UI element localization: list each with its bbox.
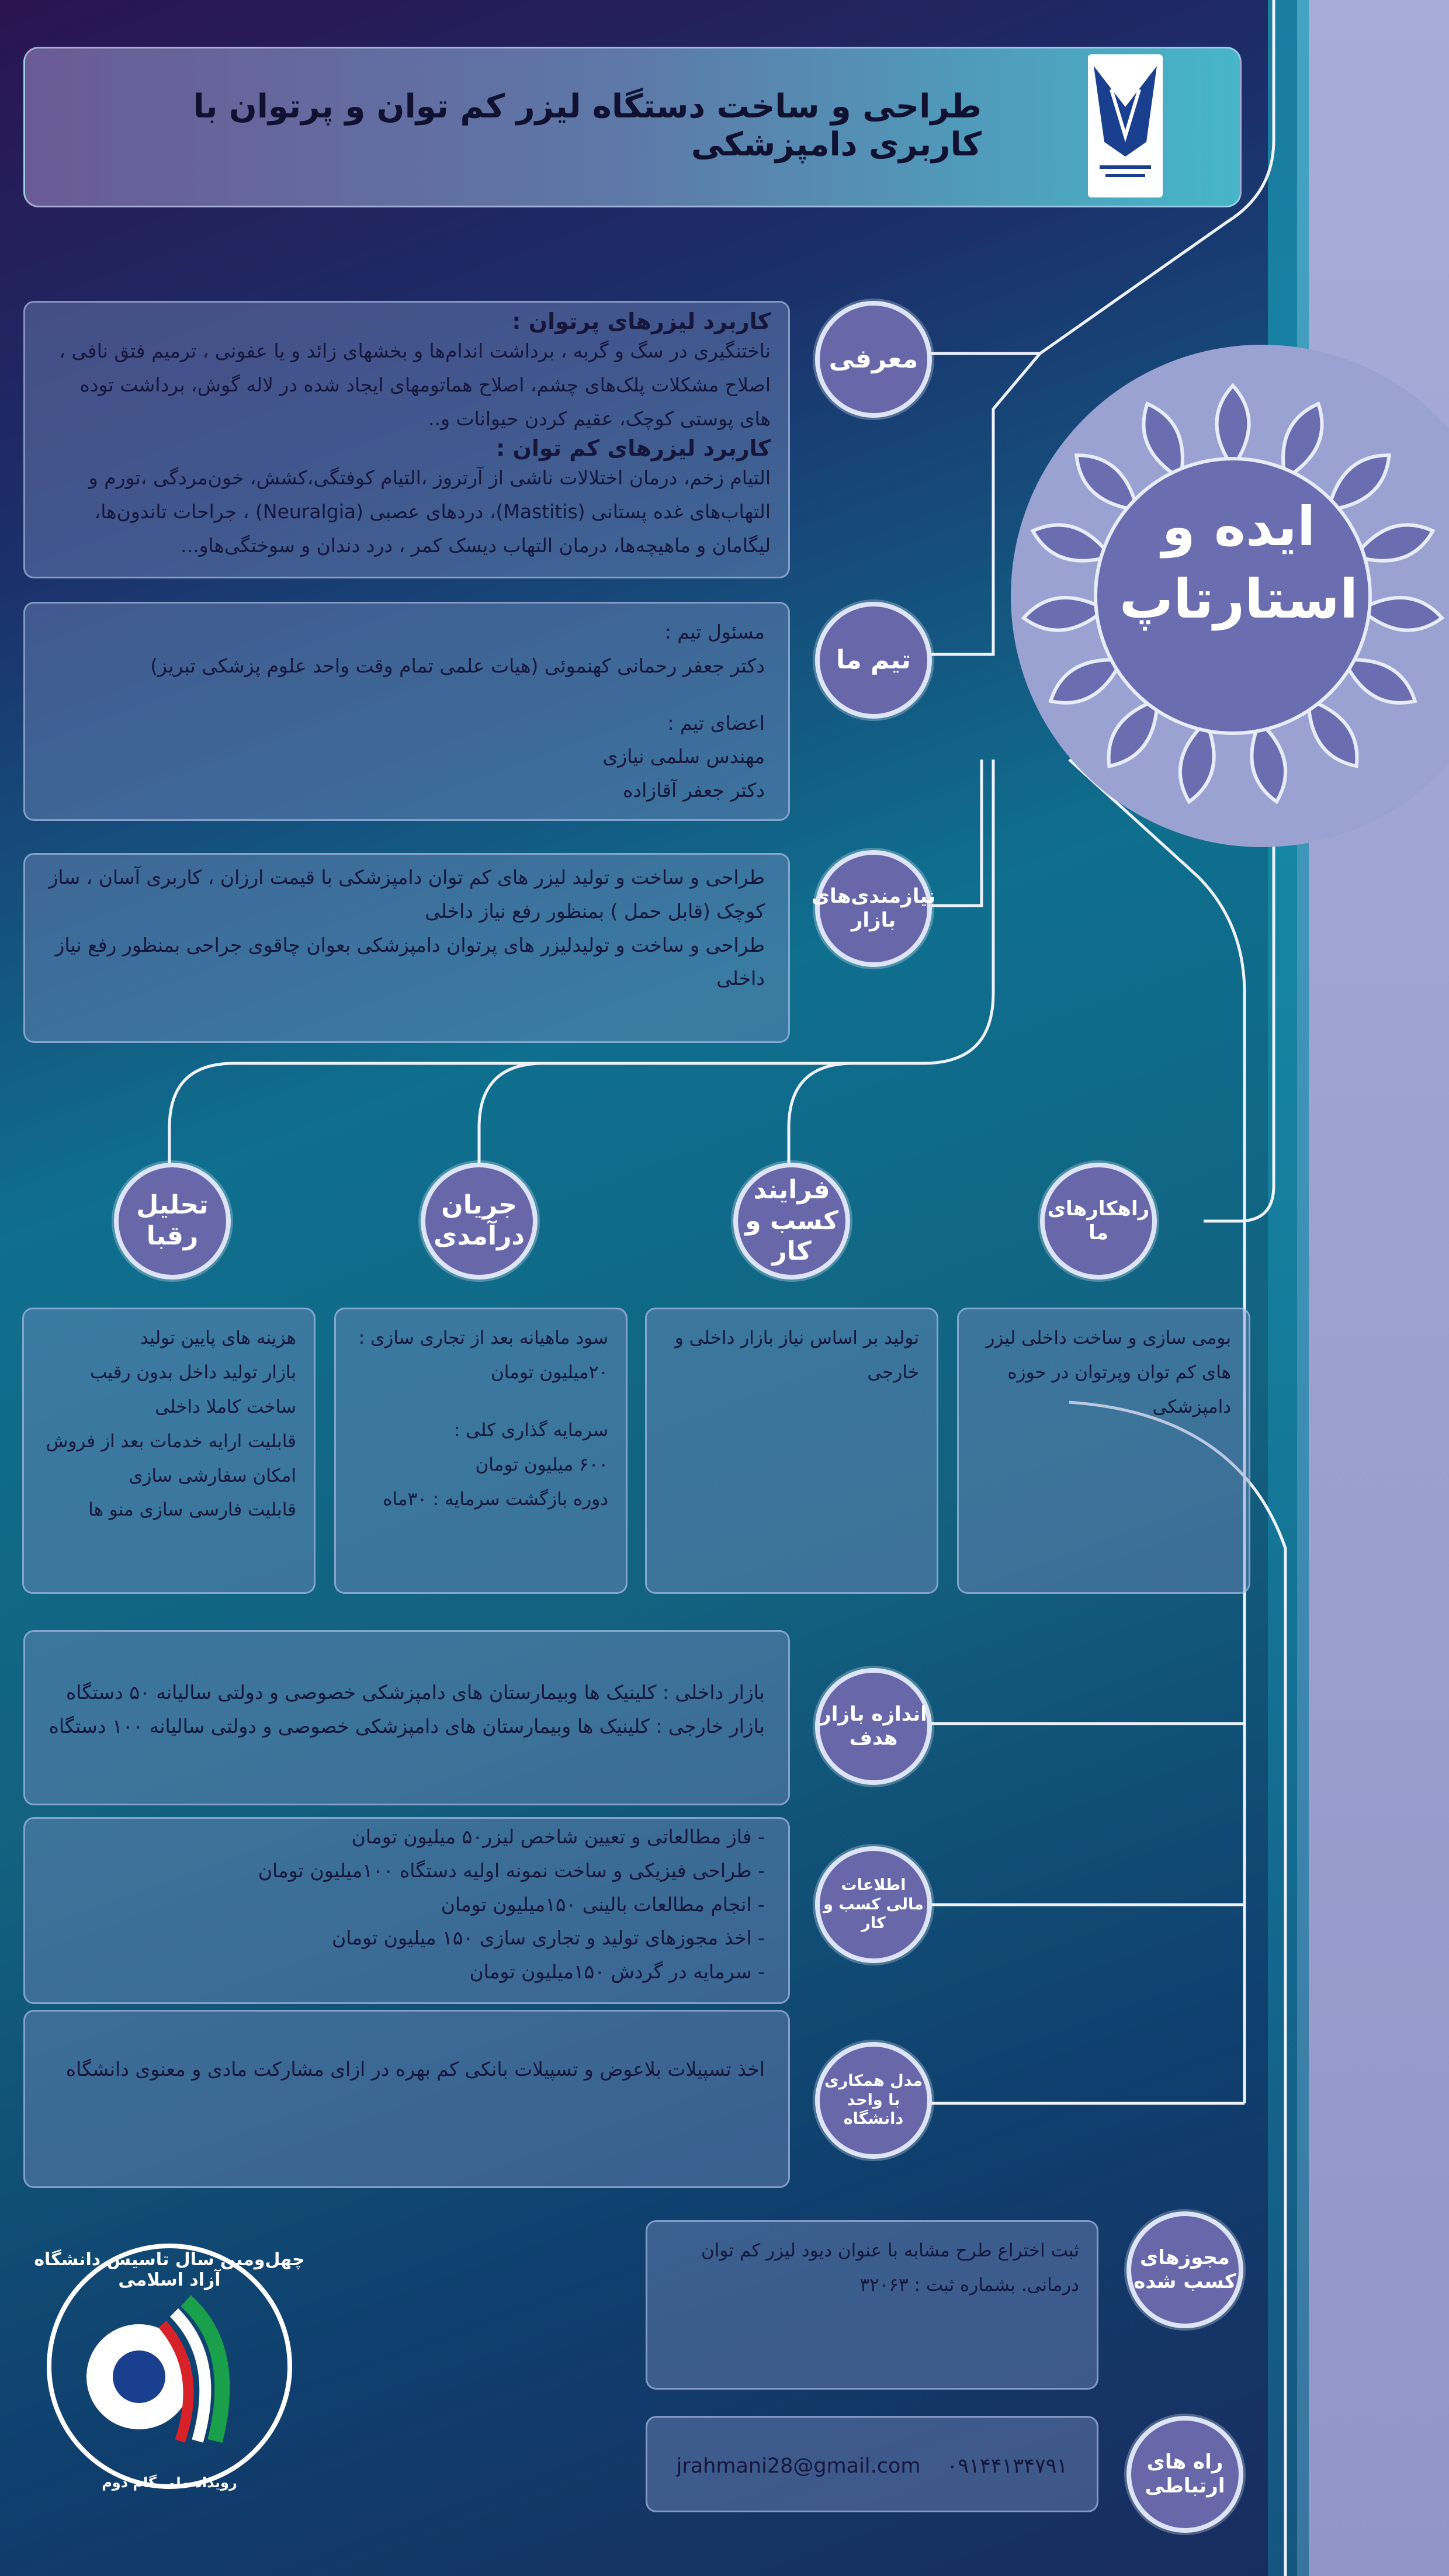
financial-item: - اخذ مجوزهای تولید و تجاری سازی ۱۵۰ میلیون تومان	[332, 1926, 765, 1950]
team-lead-label: مسئول تیم :	[664, 620, 765, 643]
financial-item: - سرمایه در گردش ۱۵۰میلیون تومان	[469, 1960, 765, 1983]
node-competitors: تحلیل رقبا	[114, 1163, 231, 1280]
intro-text-low-power: التیام زخم، درمان اختلالات ناشی از آرتروز ،التیام کوفتگی،کشش، خون‌مردگی ،تورم و التهاب‌های غده پستانی (Mastitis)، دردهای عصبی (Neuralgia) ، جراحات تاندون‌ها، لیگامان و ماهیچه‌ها، درمان التهاب دیسک کمر ، درد دندان و سوختگی‌هاو...	[88, 466, 771, 557]
team-member-2: دکتر جعفر آقازاده	[623, 779, 765, 802]
node-solutions: راهکارهای ما	[1040, 1163, 1157, 1280]
competitors-panel	[22, 1308, 316, 1594]
team-panel	[23, 602, 790, 821]
competitor-item: هزینه های پایین تولید	[140, 1327, 296, 1348]
revenue-line3: سرمایه گذاری کلی :	[453, 1419, 608, 1441]
intro-heading-low-power: کاربرد لیزرهای کم توان :	[496, 435, 771, 462]
licenses-text: ثبت اختراع طرح مشابه با عنوان دیود لیزر کم توان درمانی. بشماره ثبت : ۳۲۰۶۳	[701, 2240, 1079, 2296]
business-process-text: تولید بر اساس نیاز بازار داخلی و خارجی	[674, 1327, 919, 1383]
revenue-panel	[334, 1308, 628, 1594]
revenue-line4: ۶۰۰ میلیون تومان	[475, 1454, 608, 1475]
financial-panel	[23, 1817, 790, 2004]
intro-text-high-power: ناختنگیری در سگ و گربه ، برداشت اندام‌ها و بخشهای زائد و یا عفونی ، ترمیم فتق نافی ، اصلاح مشکلات پلک‌های چشم، اصلاح هماتومهای ایجاد شده در لاله گوش، برداشت توده های پوستی کوچک، عقیم کردن حیوانات و..	[59, 339, 771, 430]
node-team: تیم ما	[815, 602, 932, 719]
financial-item: - فاز مطالعاتی و تعیین شاخص لیزر۵۰ میلیون تومان	[351, 1825, 765, 1848]
node-contact: راه های ارتباطی	[1126, 2416, 1243, 2533]
intro-panel	[23, 301, 790, 578]
idea-line1: ایده و	[1162, 495, 1316, 558]
node-business-process: فرایند کسب و کار	[733, 1163, 850, 1280]
cooperation-panel	[23, 2010, 790, 2188]
node-intro: معرفی	[815, 301, 932, 418]
business-process-panel	[645, 1308, 938, 1594]
contact-email[interactable]: jrahmani28@gmail.com	[676, 2454, 921, 2478]
revenue-line1: سود ماهیانه بعد از تجاری سازی :	[358, 1327, 608, 1348]
contact-panel	[646, 2416, 1098, 2512]
node-licenses: مجوزهای کسب شده	[1126, 2211, 1243, 2328]
competitor-item: ساخت کاملا داخلی	[155, 1396, 296, 1417]
solutions-panel	[957, 1308, 1250, 1594]
solutions-text: بومی سازی و ساخت داخلی لیزر های کم توان وپرتوان در حوزه دامپزشکی	[986, 1327, 1231, 1417]
emblem-title: چهل‌ومین سال تاسیس دانشگاه آزاد اسلامی	[34, 2249, 305, 2290]
market-needs-line1: طراحی و ساخت و تولید لیزر های کم توان دامپزشکی با قیمت ارزان ، کاربری آسان ، ساز کوچک (قابل حمل ) بمنظور رفع نیاز داخلی	[48, 866, 765, 923]
idea-line2: استارتاپ	[1119, 568, 1358, 631]
idea-startup-title	[1034, 491, 1443, 636]
university-logo	[1088, 54, 1163, 197]
emblem-subtitle: رویداد ملی گام دوم	[102, 2474, 237, 2491]
intro-heading-high-power: کاربرد لیزرهای پرتوان :	[512, 308, 771, 334]
team-lead: دکتر جعفر رحمانی کهنموئی (هیات علمی تمام وقت واحد علوم پزشکی تبریز)	[150, 654, 765, 677]
contact-phone[interactable]: ۰۹۱۴۴۱۳۴۷۹۱	[947, 2454, 1068, 2478]
target-market-line2: بازار خارجی : کلینیک ها وبیمارستان های دامپزشکی خصوصی و دولتی سالیانه ۱۰۰ دستگاه	[48, 1714, 765, 1738]
revenue-line5: دوره بازگشت سرمایه : ۳۰ماه	[383, 1488, 608, 1510]
target-market-panel	[23, 1630, 790, 1805]
licenses-panel	[646, 2220, 1098, 2390]
target-market-line1: بازار داخلی : کلینیک ها وبیمارستان های دامپزشکی خصوصی و دولتی سالیانه ۵۰ دستگاه	[65, 1681, 765, 1704]
team-member-1: مهندس سلمی نیازی	[602, 745, 765, 768]
financial-item: - انجام مطالعات بالینی ۱۵۰میلیون تومان	[441, 1892, 765, 1916]
revenue-line2: ۲۰میلیون تومان	[491, 1361, 608, 1383]
node-target-market: اندازه بازار هدف	[815, 1668, 932, 1785]
competitor-item: امکان سفارشی سازی	[129, 1465, 296, 1486]
financial-item: - طراحی فیزیکی و ساخت نمونه اولیه دستگاه ۱۰۰میلیون تومان	[258, 1859, 765, 1882]
page-title: طراحی و ساخت دستگاه لیزر کم توان و پرتوان با کاربری دامپزشکی	[193, 88, 982, 164]
competitor-item: قابلیت ارایه خدمات بعد از فروش	[46, 1430, 296, 1452]
competitor-item: بازار تولید داخل بدون رقیب	[89, 1361, 296, 1383]
market-needs-panel	[23, 853, 790, 1043]
cooperation-text: اخذ تسپیلات بلاعوض و تسپیلات بانکی کم بهره در ازای مشارکت مادی و معنوی دانشگاه	[65, 2058, 765, 2081]
node-cooperation: مدل همکاری با واحد دانشگاه	[815, 2042, 932, 2159]
competitor-item: قابلیت فارسی سازی منو ها	[88, 1499, 296, 1521]
node-market-needs: نیازمندی‌های بازار	[815, 850, 932, 967]
team-members-label: اعضای تیم :	[667, 711, 765, 734]
node-revenue: جریان درآمدی	[421, 1163, 538, 1280]
market-needs-line2: طراحی و ساخت و تولیدلیزر های پرتوان دامپزشکی بعوان چاقوی جراحی بمنظور رفع نیاز داخلی	[55, 933, 765, 990]
node-financial: اطلاعات مالی کسب و کار	[815, 1846, 932, 1963]
